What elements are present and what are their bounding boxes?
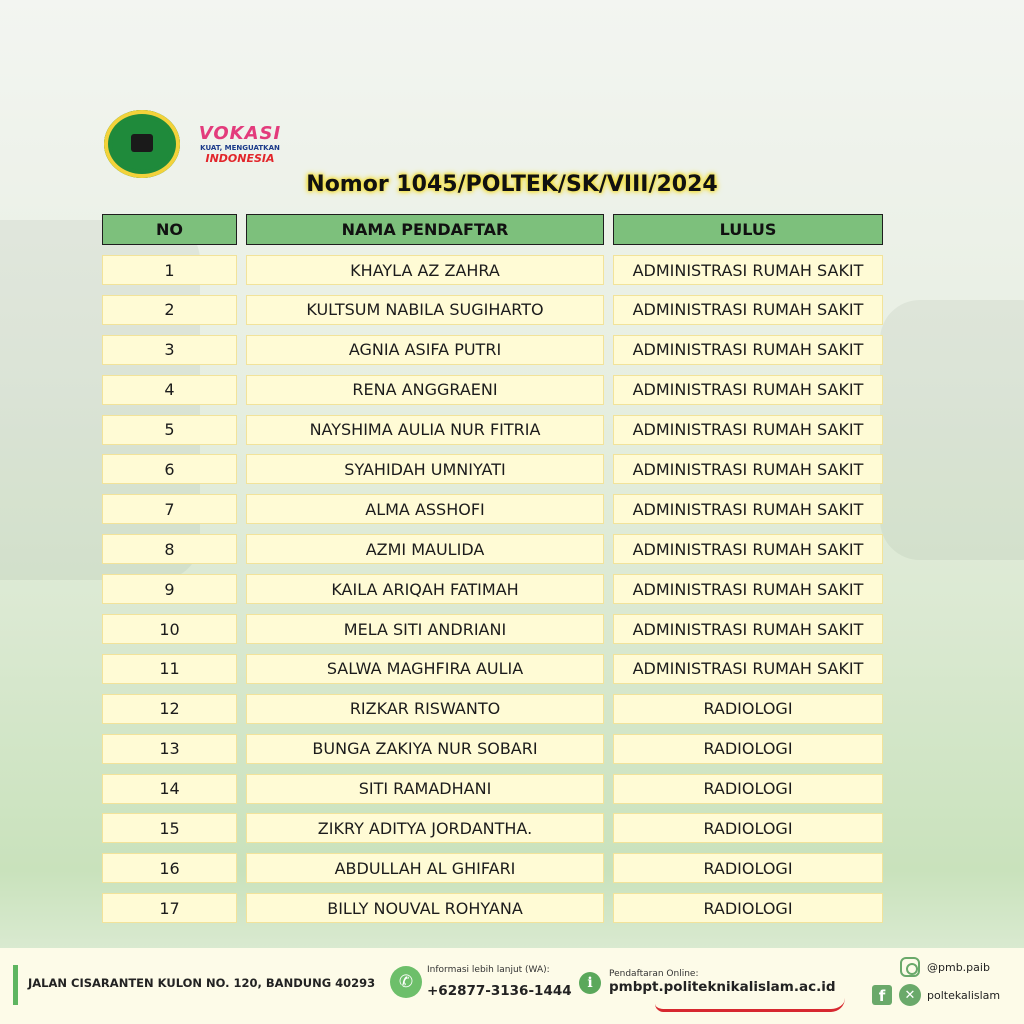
cell-name: SITI RAMADHANI: [246, 774, 604, 804]
x-icon: ✕: [899, 984, 921, 1006]
table-row: [102, 454, 883, 486]
cell-no: 15: [102, 813, 237, 843]
social-handle: poltekalislam: [927, 989, 1001, 1002]
cell-name: SALWA MAGHFIRA AULIA: [246, 654, 604, 684]
cell-name: ABDULLAH AL GHIFARI: [246, 853, 604, 883]
cell-name: RIZKAR RISWANTO: [246, 694, 604, 724]
cell-name: KULTSUM NABILA SUGIHARTO: [246, 295, 604, 325]
cell-no: 9: [102, 574, 237, 604]
cell-no: 8: [102, 534, 237, 564]
cell-name: KHAYLA AZ ZAHRA: [246, 255, 604, 285]
results-table: [102, 214, 883, 933]
cell-no: 6: [102, 454, 237, 484]
vokasi-logo-country: INDONESIA: [205, 151, 275, 165]
facebook-icon: f: [872, 985, 892, 1005]
header-lulus: LULUS: [613, 214, 883, 245]
cell-name: MELA SITI ANDRIANI: [246, 614, 604, 644]
header-no: NO: [102, 214, 237, 245]
cell-no: 11: [102, 654, 237, 684]
document-title: Nomor 1045/POLTEK/SK/VIII/2024: [306, 172, 718, 197]
table-row: [102, 255, 883, 287]
info-icon: i: [579, 972, 601, 994]
cell-no: 3: [102, 335, 237, 365]
cell-no: 7: [102, 494, 237, 524]
table-row: [102, 654, 883, 686]
table-row: [102, 813, 883, 845]
cell-no: 4: [102, 375, 237, 405]
instagram-icon: [900, 957, 920, 977]
cell-name: BUNGA ZAKIYA NUR SOBARI: [246, 734, 604, 764]
cell-no: 14: [102, 774, 237, 804]
table-row: [102, 734, 883, 766]
table-row: [102, 295, 883, 327]
cell-name: NAYSHIMA AULIA NUR FITRIA: [246, 415, 604, 445]
cell-lulus: RADIOLOGI: [613, 813, 883, 843]
cell-name: BILLY NOUVAL ROHYANA: [246, 893, 604, 923]
cell-lulus: RADIOLOGI: [613, 734, 883, 764]
cell-lulus: ADMINISTRASI RUMAH SAKIT: [613, 255, 883, 285]
cell-no: 1: [102, 255, 237, 285]
cell-lulus: ADMINISTRASI RUMAH SAKIT: [613, 295, 883, 325]
vokasi-logo-tagline: KUAT, MENGUATKAN: [200, 143, 280, 152]
table-header-row: [102, 214, 883, 246]
cell-lulus: RADIOLOGI: [613, 774, 883, 804]
cell-no: 10: [102, 614, 237, 644]
table-row: [102, 614, 883, 646]
cell-no: 16: [102, 853, 237, 883]
cell-lulus: ADMINISTRASI RUMAH SAKIT: [613, 654, 883, 684]
table-row: [102, 893, 883, 925]
cell-name: SYAHIDAH UMNIYATI: [246, 454, 604, 484]
cell-lulus: RADIOLOGI: [613, 853, 883, 883]
cell-name: AZMI MAULIDA: [246, 534, 604, 564]
registration-label: Pendaftaran Online:: [609, 969, 699, 979]
cell-lulus: ADMINISTRASI RUMAH SAKIT: [613, 415, 883, 445]
footer-accent-bar: [13, 965, 18, 1005]
footer: [0, 948, 1024, 1024]
red-swoosh-decoration: [655, 998, 845, 1012]
cell-lulus: ADMINISTRASI RUMAH SAKIT: [613, 454, 883, 484]
info-phone: +62877-3136-1444: [427, 983, 572, 999]
cell-name: KAILA ARIQAH FATIMAH: [246, 574, 604, 604]
vokasi-logo-text: VOKASI: [198, 122, 282, 144]
whatsapp-icon: ✆: [390, 966, 422, 998]
institution-seal-logo: [104, 110, 180, 178]
table-row: [102, 335, 883, 367]
table-row: [102, 375, 883, 407]
cell-name: RENA ANGGRAENI: [246, 375, 604, 405]
cell-no: 5: [102, 415, 237, 445]
table-row: [102, 574, 883, 606]
registration-url: pmbpt.politeknikalislam.ac.id: [609, 979, 836, 995]
table-row: [102, 494, 883, 526]
header-name: NAMA PENDAFTAR: [246, 214, 604, 245]
table-row: [102, 853, 883, 885]
cell-lulus: RADIOLOGI: [613, 694, 883, 724]
cell-name: AGNIA ASIFA PUTRI: [246, 335, 604, 365]
cell-lulus: ADMINISTRASI RUMAH SAKIT: [613, 534, 883, 564]
cell-lulus: RADIOLOGI: [613, 893, 883, 923]
cell-lulus: ADMINISTRASI RUMAH SAKIT: [613, 494, 883, 524]
table-row: [102, 774, 883, 806]
cell-lulus: ADMINISTRASI RUMAH SAKIT: [613, 614, 883, 644]
cell-lulus: ADMINISTRASI RUMAH SAKIT: [613, 574, 883, 604]
cell-no: 12: [102, 694, 237, 724]
cell-lulus: ADMINISTRASI RUMAH SAKIT: [613, 375, 883, 405]
vokasi-logo: [192, 116, 288, 172]
cell-lulus: ADMINISTRASI RUMAH SAKIT: [613, 335, 883, 365]
background-photo: [880, 300, 1024, 560]
info-label: Informasi lebih lanjut (WA):: [427, 965, 550, 975]
header-logos: [104, 110, 294, 180]
instagram-handle: @pmb.paib: [927, 961, 990, 974]
cell-no: 2: [102, 295, 237, 325]
cell-no: 13: [102, 734, 237, 764]
table-row: [102, 534, 883, 566]
cell-no: 17: [102, 893, 237, 923]
table-row: [102, 415, 883, 447]
table-row: [102, 694, 883, 726]
cell-name: ALMA ASSHOFI: [246, 494, 604, 524]
footer-address: JALAN CISARANTEN KULON NO. 120, BANDUNG 40293: [28, 976, 376, 990]
cell-name: ZIKRY ADITYA JORDANTHA.: [246, 813, 604, 843]
